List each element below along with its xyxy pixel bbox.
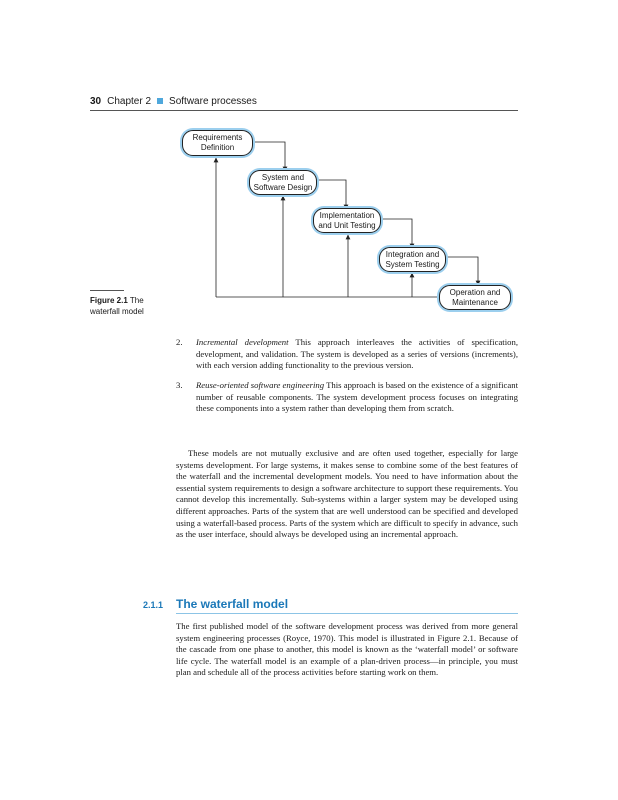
section-paragraph: The first published model of the software development process was derived from more general system engineering processes (Royce, 1970). This model is illustrated in Figure 2.1. Because of the cascade from one phase to another, this model is known as the ‘waterfall model’ or software life cycle. The waterfall model is an example of a plan-driven process—in principle, you must plan and schedule all of the process activities before starting work on them. (176, 621, 518, 678)
chapter-title: Software processes (169, 96, 257, 107)
arrow-implementation-to-integration (380, 219, 412, 248)
arrow-integration-to-operation (446, 257, 478, 285)
stage-operation-maintenance: Operation and Maintenance (439, 285, 511, 310)
section-number: 2.1.1 (143, 600, 164, 610)
stage-integration-system-testing: Integration and System Testing (379, 247, 446, 272)
arrow-requirements-to-design (253, 142, 285, 171)
list-text: This approach is based on the existence of a significant number of reusable components. The system development process focuses on integrating these components into a system rather than developing them from scratch. (196, 380, 518, 414)
list-term: Incremental development (196, 337, 289, 347)
caption-rule (90, 290, 124, 291)
arrow-design-to-implementation (317, 180, 346, 209)
list-number: 2. (176, 337, 183, 347)
list-item-incremental (176, 337, 518, 383)
list-text: This approach interleaves the activities of specification, development, and validation. The system is developed as a series of versions (increments), with each version adding functionality to the previous version. (196, 337, 518, 371)
chapter-label: Chapter 2 (107, 96, 152, 107)
body-paragraph: These models are not mutually exclusive and are often used together, especially for large systems development. For large systems, it makes sense to combine some of the best features of the waterfall and the incremental development models. You need to have information about the essential system requirements to design a software architecture to support these requirements. You cannot develop this incrementally. Sub-systems within a larger system may be developed using different approaches. Parts of the system that are well understood can be specified and developed using a waterfall-based process. Parts of the system which are difficult to specify in advance, such as the user interface, should always be developed using an incremental approach. (176, 448, 518, 540)
list-term: Reuse-oriented software engineering (196, 380, 325, 390)
stage-system-software-design: System and Software Design (249, 170, 317, 195)
page-number: 30 (90, 96, 102, 107)
figure-caption-label: Figure 2.1 (90, 296, 128, 305)
section-title: The waterfall model (176, 597, 289, 611)
stage-requirements-definition: Requirements Definition (182, 130, 253, 156)
list-item-reuse-oriented (176, 380, 518, 428)
figure-caption (90, 295, 170, 317)
list-number: 3. (176, 380, 183, 390)
section-rule (176, 613, 518, 614)
figure-caption-text: The waterfall model (90, 296, 144, 316)
stage-implementation-unit-testing: Implementation and Unit Testing (313, 208, 381, 233)
